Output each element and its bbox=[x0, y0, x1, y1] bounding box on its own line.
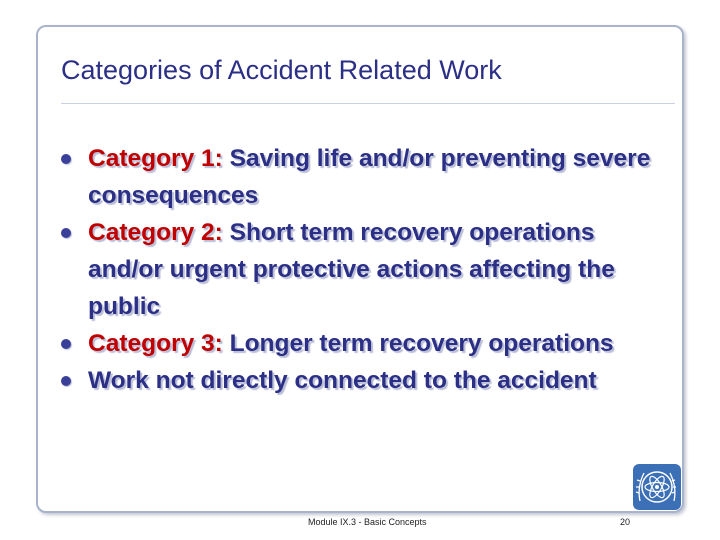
category-label: Category 2: bbox=[88, 219, 223, 246]
bullet-text: Short term recovery operations and/or urgent protective actions affecting the public bbox=[88, 219, 615, 320]
bullet-dot-icon bbox=[61, 376, 71, 386]
footer-page-number: 20 bbox=[620, 517, 631, 527]
slide-title: Categories of Accident Related Work bbox=[61, 55, 502, 85]
category-label: Category 3: bbox=[88, 330, 223, 357]
title-divider bbox=[61, 103, 675, 104]
bullet-text: Longer term recovery operations bbox=[222, 330, 614, 357]
bullet-list bbox=[58, 140, 658, 399]
bullet-item bbox=[58, 362, 658, 399]
bullet-text: Work not directly connected to the accident bbox=[88, 367, 597, 394]
category-label: Category 1: bbox=[88, 145, 223, 172]
bullet-dot-icon bbox=[61, 154, 71, 164]
bullet-item bbox=[58, 140, 658, 214]
iaea-logo-icon bbox=[632, 463, 682, 511]
footer-module-text: Module IX.3 - Basic Concepts bbox=[308, 517, 427, 527]
bullet-text: Saving life and/or preventing severe consequences bbox=[88, 145, 651, 209]
bullet-item bbox=[58, 214, 658, 325]
bullet-dot-icon bbox=[61, 228, 71, 238]
bullet-dot-icon bbox=[61, 339, 71, 349]
bullet-item bbox=[58, 325, 658, 362]
